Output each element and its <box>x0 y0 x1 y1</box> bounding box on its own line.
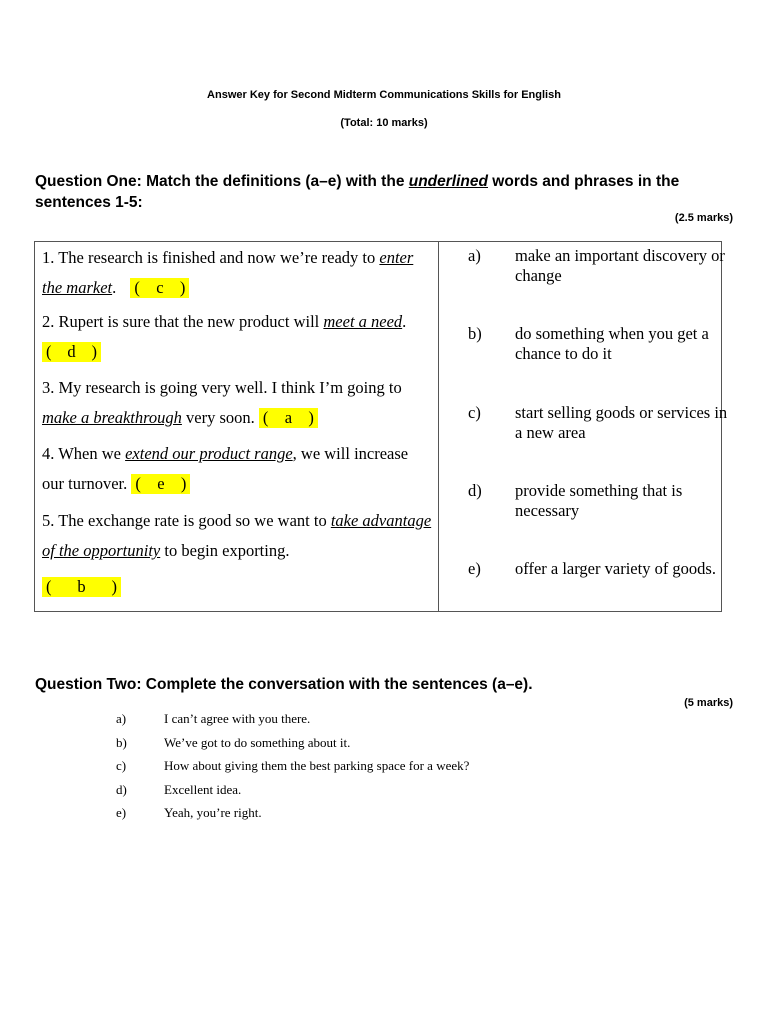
list-item <box>0 758 768 782</box>
sentence-text: . <box>112 278 117 297</box>
answer-letter: e <box>157 474 165 493</box>
definition-text: make an important discovery or change <box>515 246 725 285</box>
item-letter: a) <box>116 711 127 726</box>
item-text: Yeah, you’re right. <box>164 805 262 820</box>
sentence-text: very soon. <box>181 408 255 427</box>
underlined-phrase: meet a need <box>323 312 403 331</box>
list-item <box>0 735 768 759</box>
paren-open: ( <box>135 474 141 493</box>
sentence-text: 3. My research is going very well. I think I’m going to <box>42 378 402 397</box>
answer-highlight <box>42 577 121 597</box>
paren-close: ) <box>180 474 187 493</box>
item-text: Excellent idea. <box>164 781 242 797</box>
item-text: I can’t agree with you there. <box>164 711 311 726</box>
sentence-text: , we will increase our turnover. <box>42 444 409 493</box>
underlined-phrase: extend our product range <box>125 444 293 463</box>
answer-letter: c <box>156 278 164 297</box>
q1-heading-underlined: underlined <box>408 173 488 190</box>
total-marks: (Total: 10 marks) <box>340 117 428 129</box>
answer-letter: d <box>67 342 76 361</box>
answer-highlight <box>42 342 101 362</box>
question-two-heading: Question Two: Complete the conversation with the sentences (a–e). <box>35 676 533 693</box>
definition-text: start selling goods or services in a new area <box>515 403 728 442</box>
paren-close: ) <box>308 408 314 427</box>
definition-letter: c) <box>468 403 481 422</box>
paren-close: ) <box>179 278 186 297</box>
underlined-phrase: make a breakthrough <box>42 408 182 427</box>
item-letter: b) <box>116 734 127 750</box>
list-item <box>0 711 768 735</box>
sentence-text: 5. The exchange rate is good so we want to <box>42 511 331 530</box>
list-item <box>0 782 768 806</box>
question-one-marks: (2.5 marks) <box>674 212 733 224</box>
sentence-4 <box>42 439 432 499</box>
question-two-marks: (5 marks) <box>684 697 733 709</box>
definition-letter: a) <box>468 246 481 265</box>
answer-highlight <box>130 278 189 298</box>
paren-open: ( <box>46 342 52 361</box>
definition-letter: e) <box>468 559 481 578</box>
paren-close: ) <box>91 342 97 361</box>
underlined-phrase: enter the market <box>42 248 414 297</box>
answer-letter: b <box>77 577 86 596</box>
definition-text: offer a larger variety of goods. <box>515 559 716 578</box>
q1-heading-post: words and phrases in the sentences 1-5: <box>35 173 680 211</box>
sentence-text: to begin exporting. <box>160 541 290 560</box>
answer-letter: a <box>284 408 293 427</box>
sentence-text: 1. The research is finished and now we’re ready to <box>42 248 380 267</box>
document-title: Answer Key for Second Midterm Communications Skills for English <box>207 89 561 101</box>
definition-text: provide something that is necessary <box>515 481 683 520</box>
sentence-text: 4. When we <box>42 444 126 463</box>
item-text: How about giving them the best parking space for a week? <box>164 758 470 773</box>
underlined-phrase: take advantage of the opportunity <box>42 511 432 560</box>
sentence-text: 2. Rupert is sure that the new product will <box>42 312 324 331</box>
sentence-2 <box>42 307 432 367</box>
item-letter: e) <box>116 805 127 820</box>
definition-letter: d) <box>468 481 482 500</box>
paren-open: ( <box>46 577 52 596</box>
item-text: We’ve got to do something about it. <box>164 734 351 750</box>
definition-letter: b) <box>468 324 482 343</box>
paren-open: ( <box>262 408 269 427</box>
definition-text: do something when you get a chance to do it <box>515 324 709 363</box>
column-divider <box>438 242 439 611</box>
sentence-text: . <box>402 312 407 331</box>
answer-highlight <box>259 408 318 428</box>
paren-open: ( <box>134 278 140 297</box>
matching-table <box>34 241 728 612</box>
q1-heading-pre: Question One: Match the definitions (a–e) with the <box>35 173 409 190</box>
answer-highlight <box>131 474 190 494</box>
sentence-5 <box>42 506 432 602</box>
conversation-sentence-list <box>0 711 768 829</box>
paren-close: ) <box>111 577 117 596</box>
sentence-3 <box>42 373 432 433</box>
sentence-1 <box>42 243 432 303</box>
question-one-heading <box>35 171 735 213</box>
list-item <box>0 805 768 829</box>
item-letter: d) <box>116 781 127 797</box>
item-letter: c) <box>116 758 127 773</box>
